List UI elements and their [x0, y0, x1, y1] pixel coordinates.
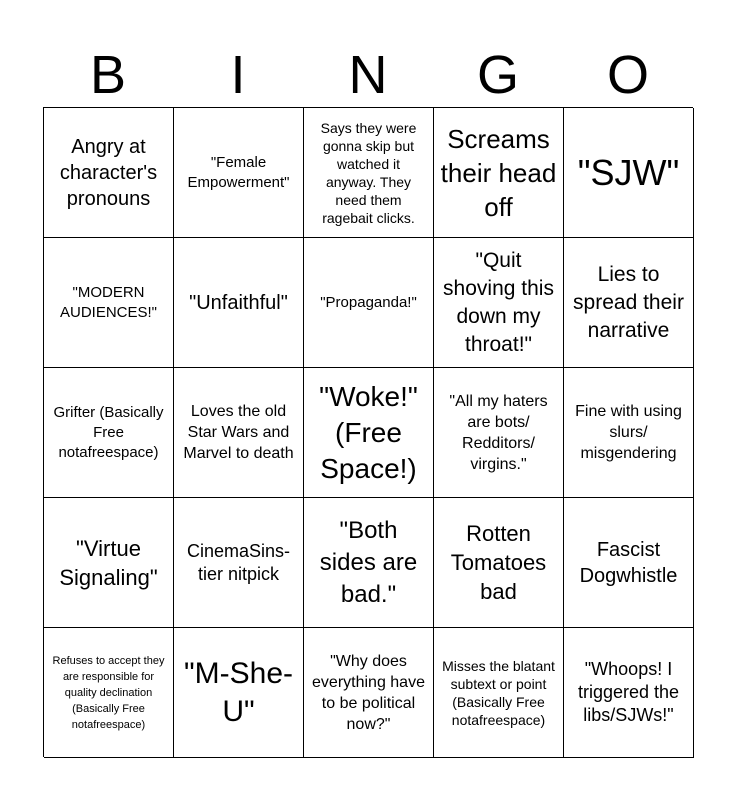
cell-text: "MODERN AUDIENCES!" — [59, 283, 157, 321]
cell-text: "SJW" — [577, 151, 680, 193]
bingo-header — [43, 42, 693, 108]
bingo-cell[interactable] — [564, 498, 694, 628]
cell-text: Rotten Tomatoes bad — [450, 521, 547, 604]
cell-text: Says they were gonna skip but watched it anyway. They need them ragebait clicks. — [320, 119, 417, 226]
cell-text: "Female Empowerment" — [187, 153, 290, 191]
cell-text: "Propaganda!" — [320, 293, 417, 311]
bingo-cell[interactable] — [174, 498, 304, 628]
cell-text: "Unfaithful" — [189, 291, 288, 314]
bingo-cell[interactable] — [304, 628, 434, 758]
header-letter-o: O — [606, 45, 649, 105]
header-letter-g: G — [476, 45, 519, 105]
cell-text: "Why does everything have to be political now?" — [312, 652, 425, 733]
cell-text: "Both sides are bad." — [319, 516, 418, 608]
bingo-cell[interactable] — [434, 628, 564, 758]
bingo-board — [43, 107, 693, 757]
bingo-cell[interactable] — [44, 368, 174, 498]
header-letter-i: I — [230, 45, 246, 105]
bingo-cell[interactable] — [434, 498, 564, 628]
cell-text: Misses the blatant subtext or point (Basically Free notafreespace) — [442, 657, 555, 728]
cell-text: "Quit shoving this down my throat!" — [443, 248, 554, 356]
cell-text: CinemaSins-tier nitpick — [186, 540, 291, 584]
bingo-cell[interactable] — [304, 368, 434, 498]
bingo-cell[interactable] — [564, 238, 694, 368]
bingo-cell[interactable] — [44, 628, 174, 758]
header-letter-b: B — [89, 45, 127, 105]
bingo-cell[interactable] — [304, 238, 434, 368]
cell-text: "Woke!" (Free Space!) — [319, 380, 418, 484]
cell-text: Grifter (Basically Free notafreespace) — [53, 403, 164, 461]
cell-text: Screams their head off — [440, 123, 557, 222]
bingo-cell[interactable] — [44, 238, 174, 368]
bingo-cell[interactable] — [44, 108, 174, 238]
bingo-cell[interactable] — [44, 498, 174, 628]
cell-text: Lies to spread their narrative — [573, 262, 684, 342]
cell-text: "Virtue Signaling" — [59, 535, 158, 590]
bingo-cell[interactable] — [564, 368, 694, 498]
bingo-cell[interactable] — [174, 368, 304, 498]
bingo-cell[interactable] — [434, 368, 564, 498]
cell-text: "Whoops! I triggered the libs/SJWs!" — [577, 659, 680, 725]
bingo-cell[interactable] — [174, 628, 304, 758]
cell-text: Fine with using slurs/ misgendering — [575, 403, 682, 462]
bingo-cell[interactable] — [174, 108, 304, 238]
cell-text: Loves the old Star Wars and Marvel to death — [183, 403, 294, 462]
header-letter-n: N — [348, 45, 388, 105]
cell-text: Fascist Dogwhistle — [579, 538, 678, 587]
bingo-cell[interactable] — [434, 108, 564, 238]
cell-text: Angry at character's pronouns — [59, 135, 158, 210]
cell-text: "All my haters are bots/ Redditors/ virgins." — [449, 392, 548, 473]
bingo-cell[interactable] — [434, 238, 564, 368]
bingo-cell[interactable] — [304, 108, 434, 238]
cell-text: Refuses to accept they are responsible for quality declination (Basically Free notafreespace) — [52, 654, 165, 731]
bingo-cell[interactable] — [564, 628, 694, 758]
cell-text: "M-She-U" — [184, 656, 293, 728]
bingo-cell[interactable] — [564, 108, 694, 238]
bingo-cell[interactable] — [304, 498, 434, 628]
bingo-cell[interactable] — [174, 238, 304, 368]
